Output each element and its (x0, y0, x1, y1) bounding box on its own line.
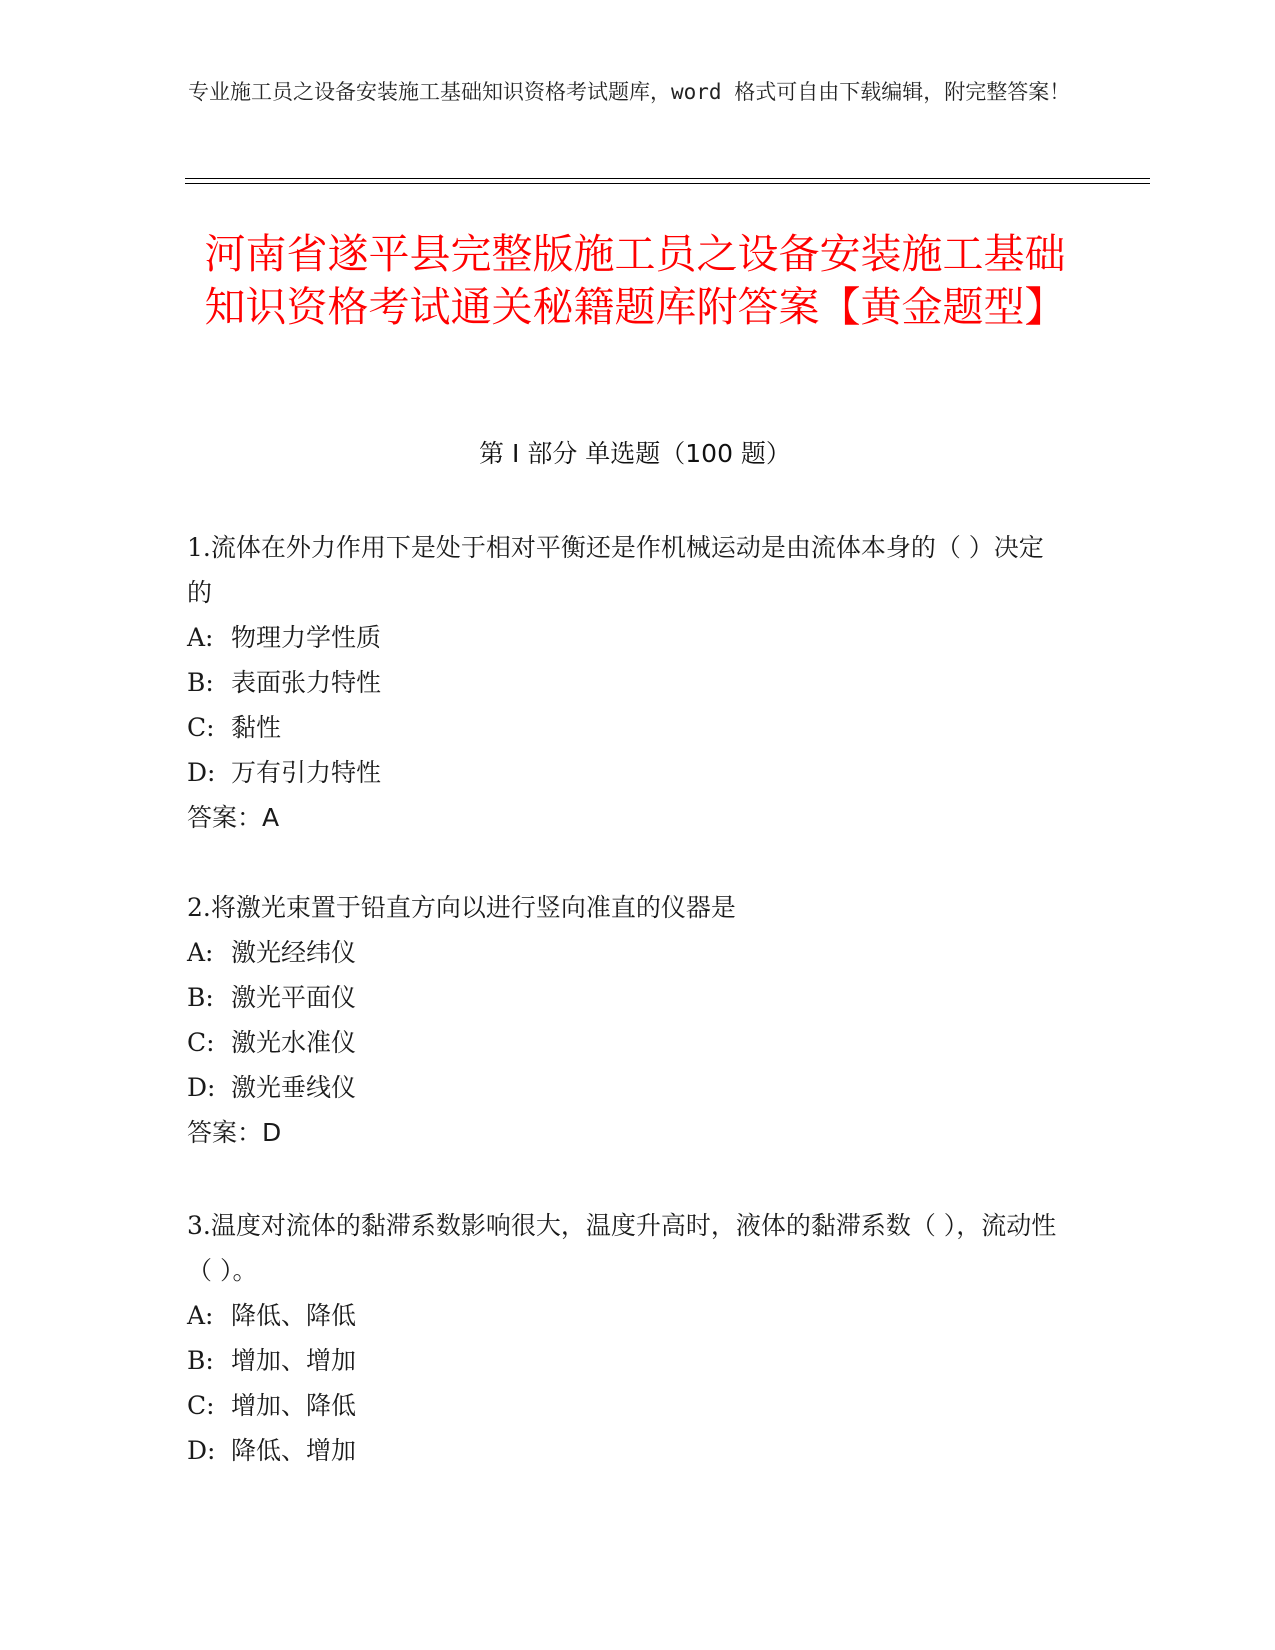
option-c (187, 1020, 1067, 1065)
option-text: 降低、降低 (231, 1301, 357, 1330)
option-b (187, 975, 1067, 1020)
option-key: D: (187, 1073, 216, 1102)
option-d (187, 750, 1067, 795)
question-stem: 1.流体在外力作用下是处于相对平衡还是作机械运动是由流体本身的（ ）决定的 (187, 533, 1044, 607)
option-text: 激光平面仪 (231, 983, 357, 1012)
option-a (187, 930, 1067, 975)
option-d (187, 1428, 1067, 1473)
question-stem: 2.将激光束置于铅直方向以进行竖向准直的仪器是 (187, 893, 736, 922)
answer: 答案：D (187, 1118, 282, 1147)
option-key: B: (187, 668, 214, 697)
option-b (187, 1338, 1067, 1383)
option-text: 增加、降低 (231, 1391, 357, 1420)
header-divider (185, 178, 1150, 184)
header-note: 专业施工员之设备安装施工基础知识资格考试题库，word 格式可自由下载编辑，附完整答案！ (188, 80, 1071, 104)
document-title: 河南省遂平县完整版施工员之设备安装施工基础知识资格考试通关秘籍题库附答案【黄金题型】 (204, 230, 1066, 331)
answer: 答案：A (187, 803, 280, 832)
section-title: 第 I 部分 单选题（100 题） (479, 439, 791, 468)
question-2 (187, 885, 1067, 1155)
option-key: C: (187, 713, 215, 742)
option-text: 激光垂线仪 (231, 1073, 357, 1102)
option-text: 物理力学性质 (231, 623, 382, 652)
option-key: A: (187, 623, 214, 652)
question-3 (187, 1203, 1067, 1473)
option-a (187, 1293, 1067, 1338)
question-1 (187, 525, 1067, 840)
option-key: C: (187, 1028, 215, 1057)
option-b (187, 660, 1067, 705)
option-text: 万有引力特性 (231, 758, 382, 787)
option-key: A: (187, 1301, 214, 1330)
option-key: B: (187, 983, 214, 1012)
option-text: 表面张力特性 (231, 668, 382, 697)
option-text: 降低、增加 (231, 1436, 357, 1465)
option-c (187, 705, 1067, 750)
option-key: A: (187, 938, 214, 967)
option-key: C: (187, 1391, 215, 1420)
option-key: D: (187, 1436, 216, 1465)
option-c (187, 1383, 1067, 1428)
option-text: 激光水准仪 (231, 1028, 357, 1057)
question-stem: 3.温度对流体的黏滞系数影响很大，温度升高时，液体的黏滞系数（ ），流动性（ ）。 (187, 1211, 1057, 1285)
option-text: 激光经纬仪 (231, 938, 357, 967)
option-d (187, 1065, 1067, 1110)
option-a (187, 615, 1067, 660)
option-key: B: (187, 1346, 214, 1375)
option-key: D: (187, 758, 216, 787)
option-text: 增加、增加 (231, 1346, 357, 1375)
option-text: 黏性 (231, 713, 282, 742)
